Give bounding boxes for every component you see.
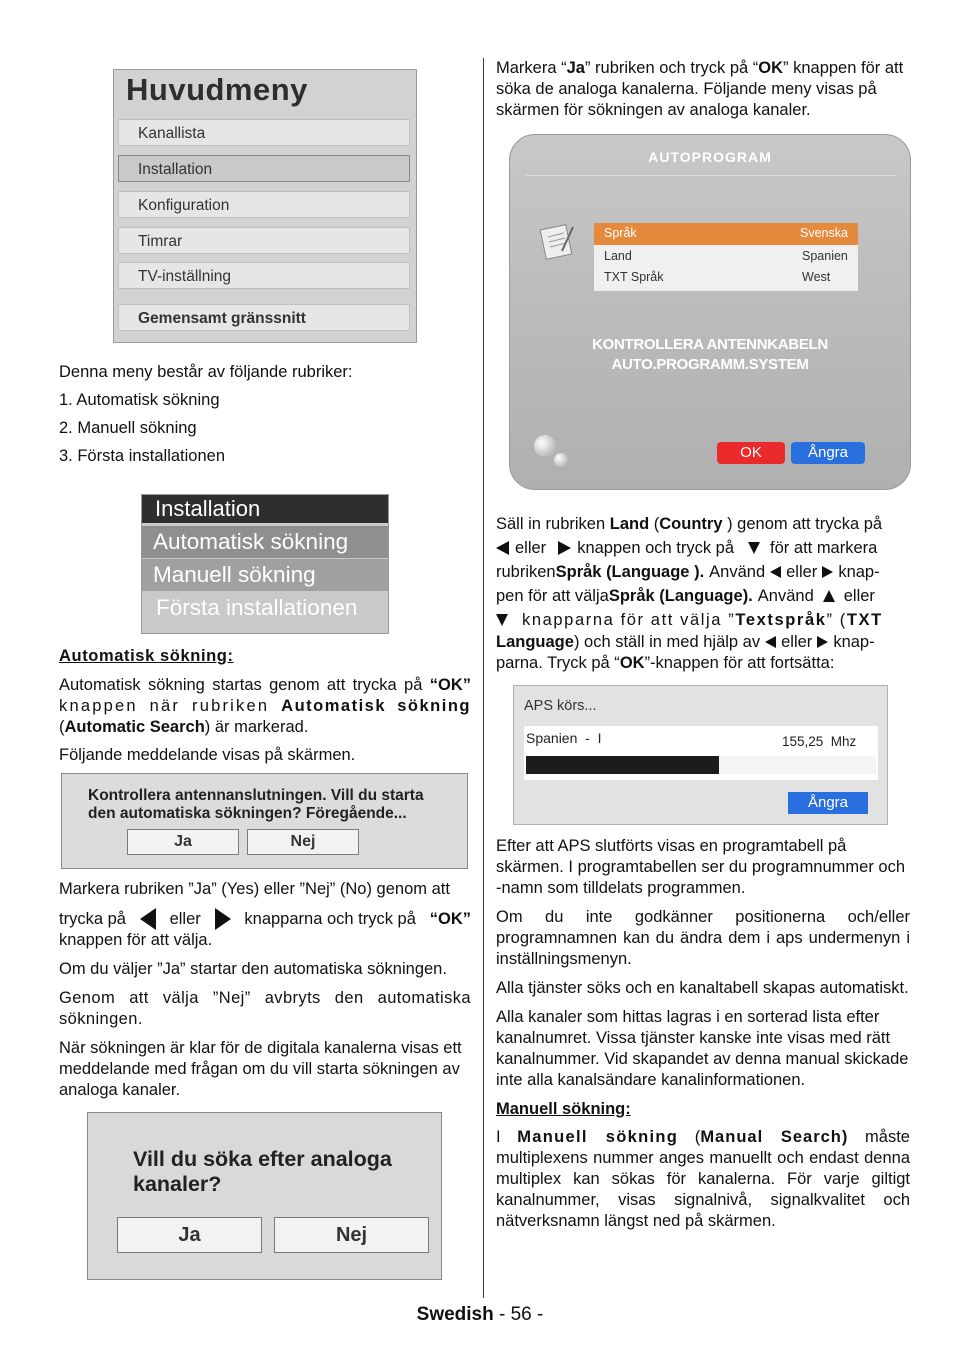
menu-item-kanallista[interactable]: Kanallista	[118, 119, 410, 146]
keys-paragraph: trycka på eller knapparna och tryck på “OK”	[59, 908, 471, 930]
edit-paragraph: Om du inte godkänner positionerna och/eller programnamnen kan du ändra dem i aps undermenyn i inställningsmenyn.	[496, 908, 910, 968]
main-menu-title: Huvudmeny	[126, 72, 308, 107]
page-footer	[0, 1304, 960, 1326]
left-arrow-icon	[140, 908, 156, 930]
menu-item-tv-installning[interactable]: TV-inställning	[118, 262, 410, 289]
right-arrow-icon	[822, 566, 833, 578]
instr-line: pen för att välja Språk (Language). Använd eller	[496, 587, 875, 605]
setting-row-country[interactable]: Land Spanien	[604, 249, 848, 263]
setting-row-txt-language[interactable]: TXT Språk West	[604, 270, 831, 284]
footer-language: Swedish	[416, 1304, 494, 1325]
cancel-button[interactable]: Ångra	[791, 442, 865, 464]
autoprogram-title: AUTOPROGRAM	[648, 149, 772, 165]
antenna-message: KONTROLLERA ANTENNKABELN AUTO.PROGRAMM.SYSTEM	[592, 336, 828, 373]
menu-item-timrar[interactable]: Timrar	[118, 227, 410, 254]
channels-paragraph: Alla kanaler som hittas lagras i en sorterad lista efter kanalnumret. Vissa tjänster kanske inte visas med rätt kanalnummer. Vid skapandet av denna manual skickade inte alla kanalsändare kanalinformationen.	[496, 1008, 909, 1089]
left-arrow-icon	[770, 566, 781, 578]
setting-row-language[interactable]: Språk Svenska	[594, 223, 858, 245]
instr-line: knapparna för att välja ” Textspråk ” ( TXT	[496, 608, 910, 632]
analog-question: Vill du söka efter analoga kanaler?	[133, 1147, 392, 1196]
analog-intro-paragraph: Markera “Ja” rubriken och tryck på “OK” knappen för att söka de analoga kanalerna. Följande meny visas på skärmen för sökningen av analoga kanaler.	[496, 59, 904, 119]
progress-fill	[526, 756, 719, 774]
right-intro	[496, 58, 910, 121]
right-body-text	[496, 836, 910, 1232]
aps-frequency: 155,25 Mhz	[782, 734, 857, 749]
menu-item-gemensamt-granssnitt[interactable]: Gemensamt gränssnitt	[118, 304, 410, 331]
dialog-message: Kontrollera antennanslutningen. Vill du starta den automatiska sökningen? Föregående...	[88, 787, 424, 822]
ok-button[interactable]: OK	[717, 442, 785, 464]
left-arrow-icon	[496, 541, 509, 555]
auto-search-paragraph: Automatisk sökning startas genom att trycka på “OK” knappen när rubriken Automatisk sökning (Automatic Search) är markerad.	[59, 676, 471, 736]
installation-menu-screenshot	[141, 494, 389, 634]
no-button[interactable]: Nej	[247, 829, 359, 855]
aps-result-paragraph: Efter att APS slutförts visas en programtabell på skärmen. I programtabellen ser du programnummer och -namn som tilldelats programmen.	[496, 837, 906, 897]
yes-button[interactable]: Ja	[127, 829, 239, 855]
intro-item-1: 1. Automatisk sökning	[59, 391, 220, 409]
aps-title: APS körs...	[524, 698, 597, 714]
keys-paragraph-end: knappen för att välja.	[59, 931, 213, 949]
menu-item-konfiguration[interactable]: Konfiguration	[118, 191, 410, 218]
autoprogram-screenshot	[509, 134, 911, 490]
intro-item-3: 3. Första installationen	[59, 447, 226, 465]
title-separator	[526, 175, 896, 176]
aps-channel: Spanien - I	[526, 730, 602, 746]
select-paragraph: Markera rubriken ”Ja” (Yes) eller ”Nej” (No) genom att	[59, 880, 450, 898]
aps-status-panel	[524, 726, 878, 780]
left-arrow-icon	[765, 636, 776, 648]
decor-dot-icon	[554, 453, 568, 467]
auto-search-section	[59, 646, 471, 766]
analog-paragraph: När sökningen är klar för de digitala kanalerna visas ett meddelande med frågan om du vill starta sökningen av analoga kanaler.	[59, 1039, 462, 1099]
menu-item-automatisk-sokning[interactable]: Automatisk sökning	[142, 526, 388, 558]
right-arrow-icon	[558, 541, 571, 555]
autoprogram-settings	[594, 223, 858, 291]
cancel-button[interactable]: Ångra	[788, 792, 868, 814]
intro-line: Denna meny består av följande rubriker:	[59, 363, 353, 381]
intro-item-2: 2. Manuell sökning	[59, 419, 197, 437]
down-arrow-icon	[496, 614, 508, 626]
no-button[interactable]: Nej	[274, 1217, 429, 1253]
instr-line: rubriken Språk (Language ). Använd eller knap-	[496, 563, 880, 581]
progress-track	[526, 756, 876, 774]
auto-search-heading: Automatisk sökning:	[59, 647, 234, 665]
up-arrow-icon	[823, 590, 835, 602]
no-paragraph: Genom att välja ”Nej” avbryts den automatiska sökningen.	[59, 989, 471, 1028]
yes-button[interactable]: Ja	[117, 1217, 262, 1253]
right-arrow-icon	[817, 636, 828, 648]
menu-item-forsta-installationen[interactable]: Första installationen	[156, 595, 358, 620]
instr-line: parna. Tryck på “OK”-knappen för att fortsätta:	[496, 654, 835, 672]
instr-line: Language ) och ställ in med hjälp av eller knap-	[496, 633, 875, 651]
right-arrow-icon	[215, 908, 231, 930]
manual-search-heading: Manuell sökning:	[496, 1100, 631, 1118]
installation-menu-title: Installation	[142, 495, 388, 523]
down-arrow-icon	[748, 542, 760, 554]
column-divider	[483, 58, 484, 1298]
services-paragraph: Alla tjänster söks och en kanaltabell skapas automatiskt.	[496, 979, 909, 997]
page-number: - 56 -	[493, 1304, 544, 1325]
manual-search-paragraph: I Manuell sökning (Manual Search) måste multiplexens nummer anges manuellt och endast denna multiplex kan sökas för kanalerna. För varje giltigt kanalnummer, visas signalnivå, signalkvalitet och nätverksnamn längst ned på skärmen.	[496, 1128, 910, 1230]
notepad-icon	[540, 221, 576, 261]
instr-line: eller knappen och tryck på för att markera	[496, 536, 910, 560]
intro-list	[59, 358, 459, 470]
confirm-search-dialog	[61, 773, 468, 869]
menu-item-installation[interactable]: Installation	[118, 155, 410, 182]
menu-item-manuell-sokning[interactable]: Manuell sökning	[142, 559, 388, 591]
aps-progress-screenshot	[513, 685, 888, 825]
analog-search-dialog	[87, 1112, 442, 1280]
yes-paragraph: Om du väljer ”Ja” startar den automatiska sökningen.	[59, 960, 447, 978]
country-language-instructions	[496, 512, 910, 674]
auto-search-note: Följande meddelande visas på skärmen.	[59, 746, 356, 764]
instr-line: Säll in rubriken Land (Country ) genom att trycka på	[496, 515, 883, 533]
decor-dot-icon	[534, 435, 556, 457]
left-body-text	[59, 879, 471, 1101]
main-menu-screenshot	[113, 69, 417, 343]
